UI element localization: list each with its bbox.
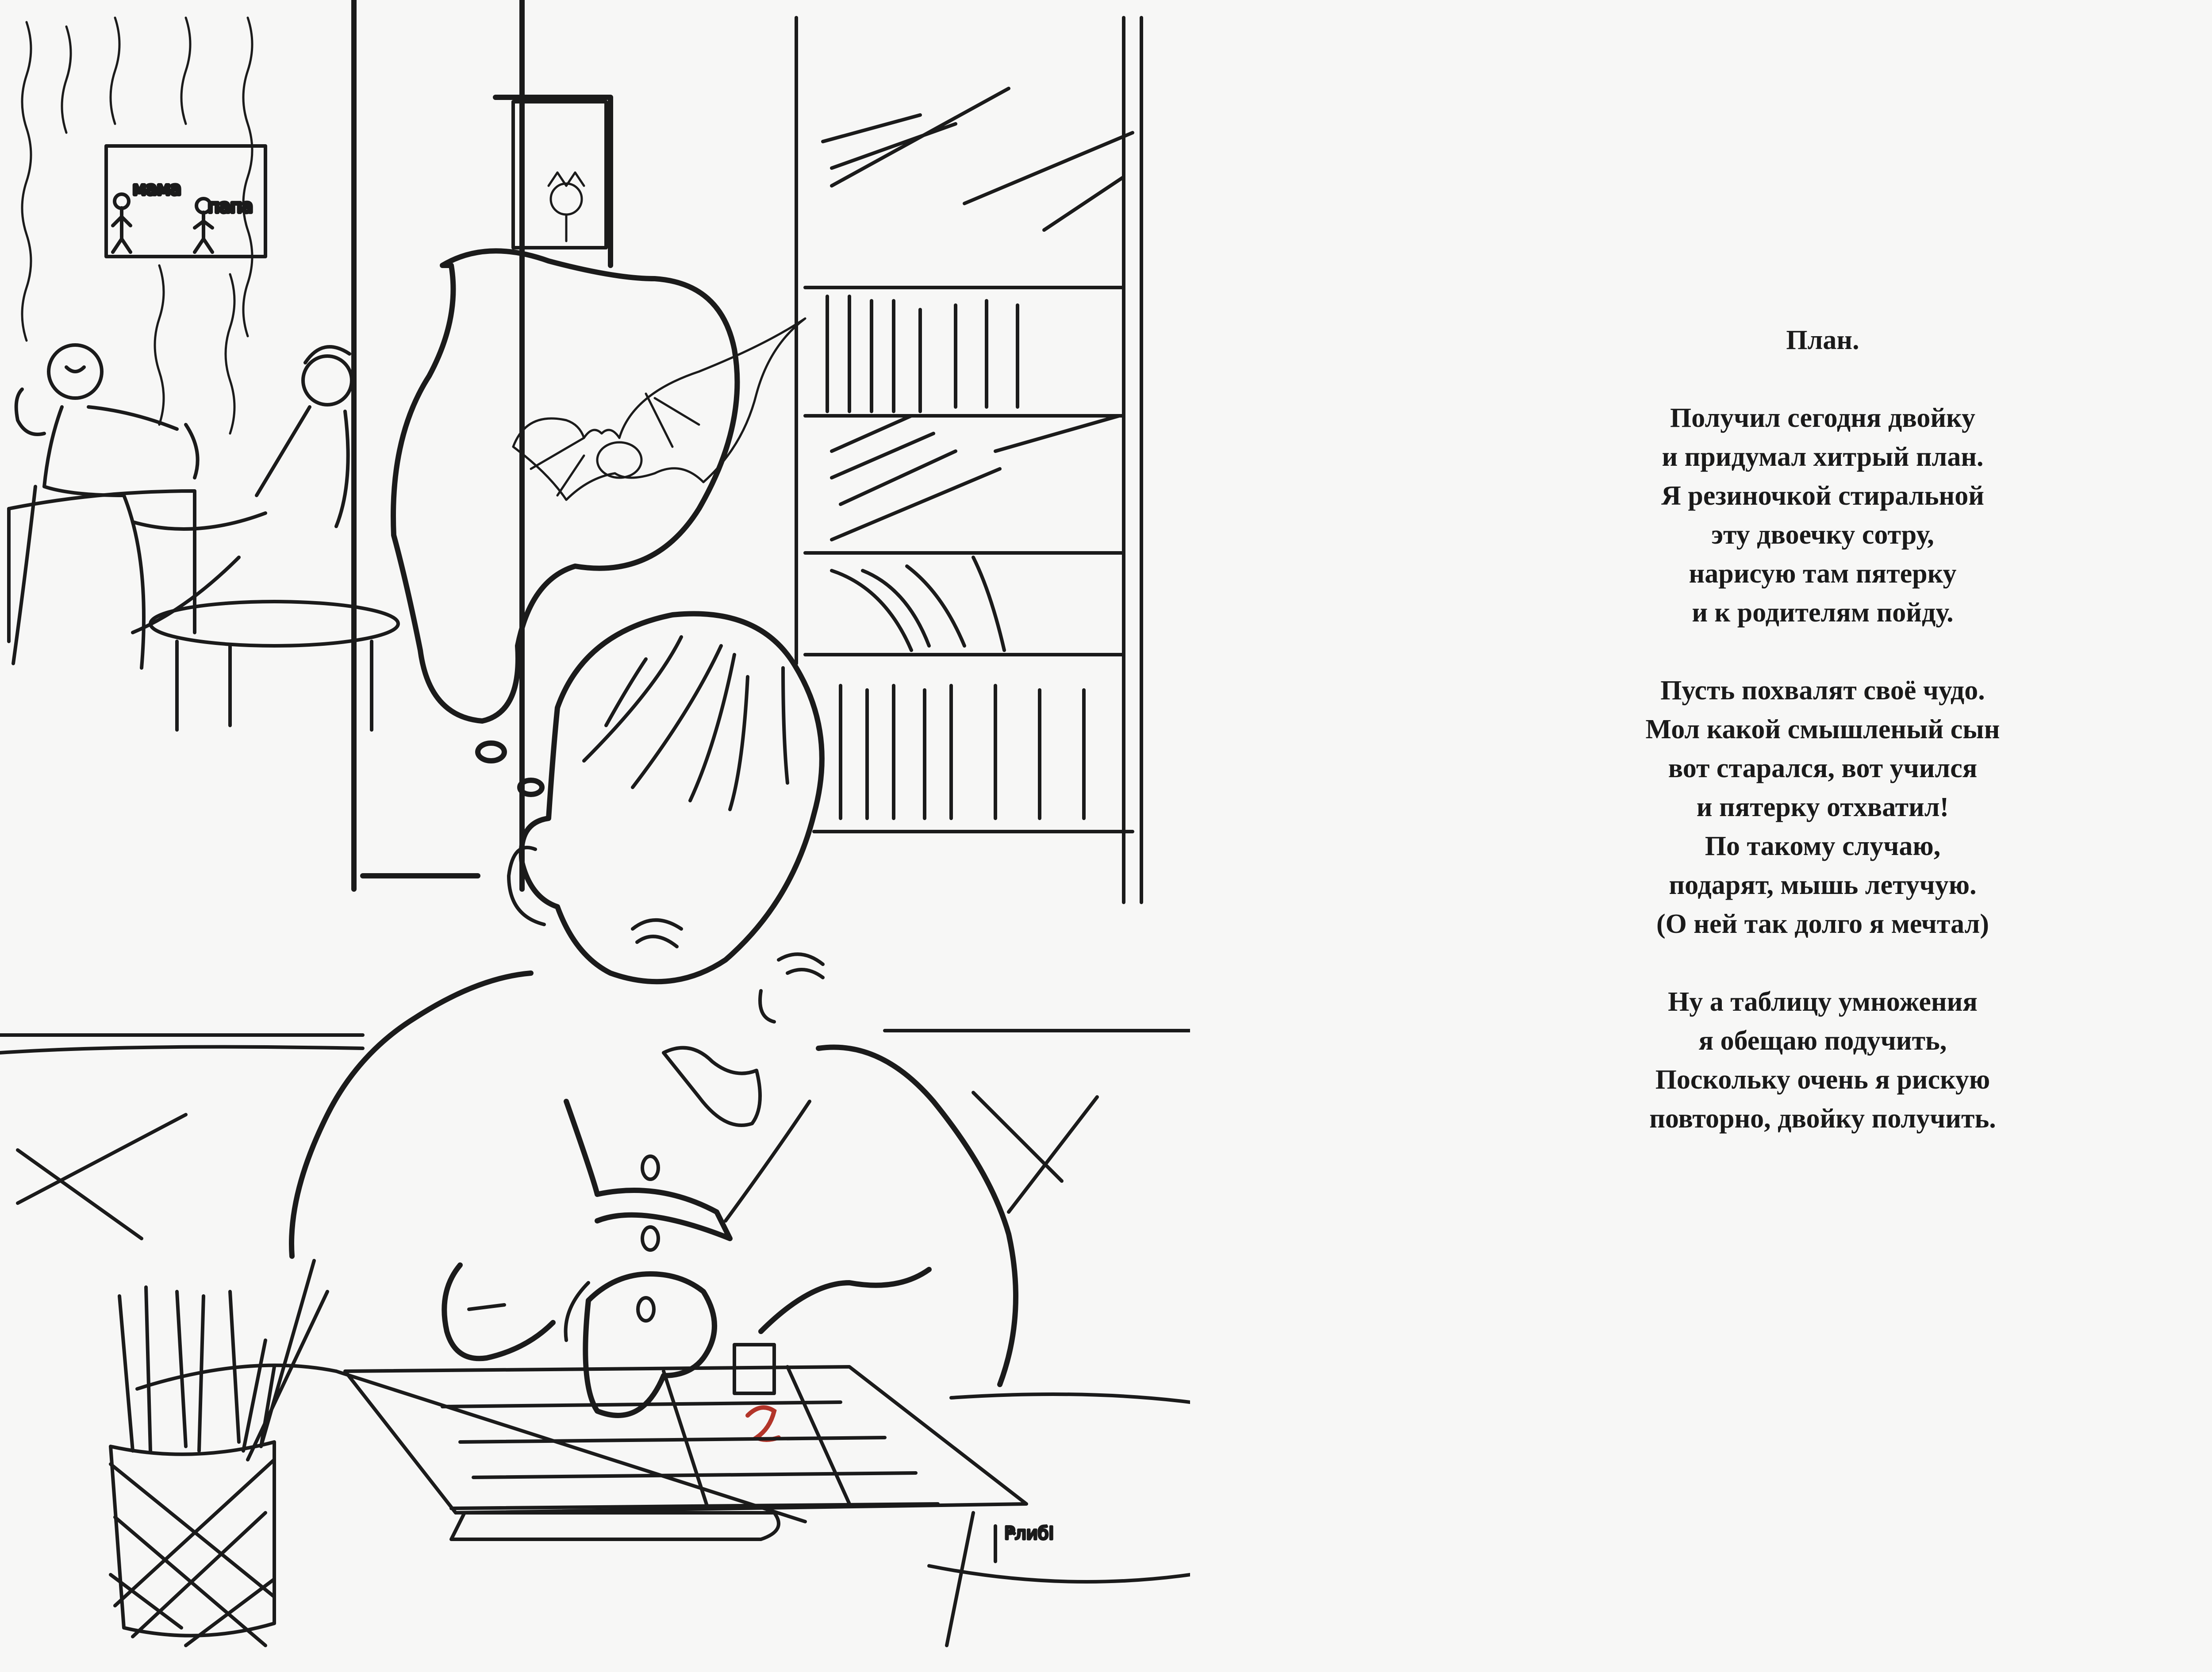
poem-title: План. [1786,325,1859,355]
poem-line: я обещаю подучить, [1698,1026,1947,1056]
poem-line: Мол какой смышленый сын [1645,714,2000,744]
pencil-cup [111,1261,327,1645]
poem-line: повторно, двойку получить. [1649,1104,1996,1134]
bat-icon [513,318,805,500]
poem-line: нарисую там пятерку [1689,559,1957,589]
poem-line: эту двоечку сотру, [1711,520,1934,550]
family-on-sofa [9,345,398,730]
wall-drawing-frame [106,146,265,257]
wallpaper-lines [22,18,252,433]
poem-line: и пятерку отхватил! [1696,792,1949,822]
poem [1540,321,2106,1177]
wall-drawing-text-right: папа [208,196,253,217]
poem-line: (О ней так долго я мечтал) [1656,909,1989,939]
poem-line: подарят, мышь летучую. [1669,870,1977,900]
poem-line: Я резиночкой стиральной [1661,481,1984,511]
poem-stanza-2 [1540,671,2106,943]
wall-drawing-text-left: мама [133,179,181,199]
poem-line: Ну а таблицу умножения [1668,987,1978,1017]
poem-line: По такому случаю, [1705,831,1941,861]
worksheet-marks [1004,1523,1054,1544]
poem-stanza-1 [1540,399,2106,632]
poem-line: Поскольку очень я рискую [1655,1065,1990,1095]
poem-line: и придумал хитрый план. [1662,442,1984,472]
grade-mark [748,1407,779,1440]
svg-text:ҎлибӀ: ҎлибӀ [1004,1523,1054,1544]
poem-stanza-3 [1540,982,2106,1138]
bookshelf [796,18,1141,902]
cat-picture [549,173,584,241]
poem-line: Пусть похвалят своё чудо. [1660,675,1985,706]
boy [292,614,1016,1416]
poem-line: Получил сегодня двойку [1670,403,1975,433]
poem-line: вот старался, вот учился [1668,753,1978,783]
notebook [345,1367,1026,1539]
poem-line: и к родителям пойду. [1692,598,1954,628]
